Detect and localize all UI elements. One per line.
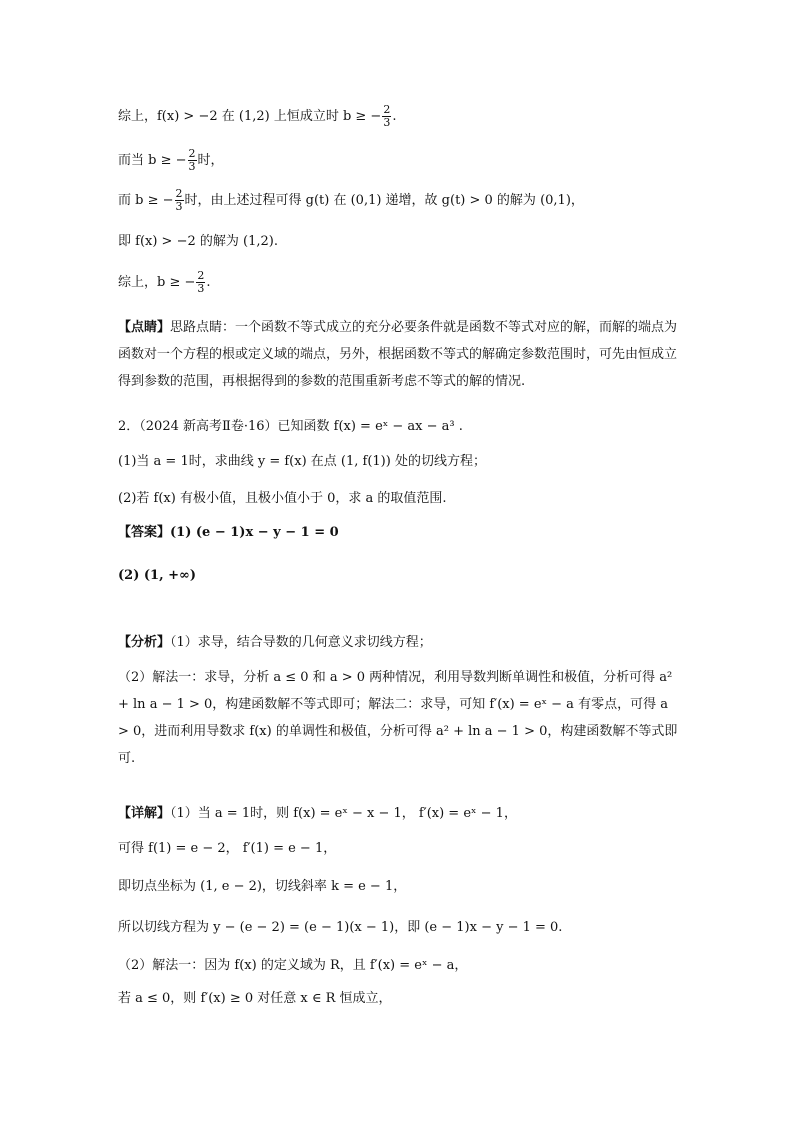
- fraction-denominator: 3: [175, 200, 183, 213]
- conclusion-text: 综上，f(x) > −2 在 (1,2) 上恒成立时 b ≥ −: [118, 109, 382, 124]
- detail-line-2: 可得 f(1) = e − 2， f′(1) = e − 1，: [118, 841, 337, 856]
- fraction-numerator: 2: [188, 147, 196, 160]
- dianjing-text: 思路点睛：一个函数不等式成立的充分必要条件就是函数不等式对应的解，而解的端点为函数对一个方程的根或定义域的端点，另外，根据函数不等式的解确定参数范围时，可先由恒成立得到参数的范围，再根据得到的参数的范围重新考虑不等式的解的情况.: [118, 320, 678, 389]
- fraction-two-thirds: [196, 270, 205, 295]
- solution-line-4: 即 f(x) > −2 的解为 (1,2).: [118, 234, 278, 249]
- fraction-two-thirds: [382, 104, 391, 129]
- detail-line-4: 所以切线方程为 y − (e − 2) = (e − 1)(x − 1)，即 (e − 1)x − y − 1 = 0.: [118, 920, 563, 935]
- fraction-denominator: 3: [197, 282, 205, 295]
- analysis-paragraph-2: （2）解法一：求导，分析 a ≤ 0 和 a > 0 两种情况，利用导数判断单调性和极值，分析可得 a² + ln a − 1 > 0，构建函数解不等式即可；解法二：求导，可知 f′(x) = eˣ − a 有零点，可得 a > 0，进而利用导数求 f(x) 的单调性和极值，分析可得 a² + ln a − 1 > 0，构建函数解不等式即可.: [118, 670, 678, 766]
- analysis-line-1: [118, 632, 432, 654]
- condition-text-a: 而当 b ≥ −: [118, 153, 187, 168]
- condition-text-b: 时，: [197, 153, 224, 168]
- fraction-denominator: 3: [383, 116, 391, 129]
- period: .: [392, 109, 397, 124]
- detail-line-6: 若 a ≤ 0，则 f′(x) ≥ 0 对任意 x ∈ R 恒成立，: [118, 991, 392, 1006]
- fraction-denominator: 3: [188, 160, 196, 173]
- detail-text-1: （1）当 a = 1时，则 f(x) = eˣ − x − 1， f′(x) = eˣ − 1，: [170, 806, 517, 821]
- question-2-part-1: (1)当 a = 1时，求曲线 y = f(x) 在点 (1, f(1)) 处的切线方程；: [118, 454, 486, 469]
- question-2-title: 2．（2024 新高考Ⅱ卷·16）已知函数 f(x) = eˣ − ax − a³ .: [118, 419, 463, 434]
- fraction-numerator: 2: [197, 269, 205, 282]
- condition-text-a: 而 b ≥ −: [118, 193, 174, 208]
- question-2-part-2: (2)若 f(x) 有极小值，且极小值小于 0，求 a 的取值范围.: [118, 491, 447, 506]
- answer-part-1: (1) (e − 1)x − y − 1 = 0: [170, 525, 339, 540]
- fraction-numerator: 2: [175, 187, 183, 200]
- dianjing-label: 【点睛】: [118, 320, 171, 335]
- fraction-numerator: 2: [383, 103, 391, 116]
- answer-line-1: [118, 522, 339, 544]
- answer-line-2: (2) (1, +∞): [118, 568, 196, 583]
- conclusion-line-5: [118, 270, 211, 295]
- conclusion-text-a: 综上，b ≥ −: [118, 275, 196, 290]
- detail-line-3: 即切点坐标为 (1, e − 2)，切线斜率 k = e − 1，: [118, 879, 407, 894]
- answer-label: 【答案】: [118, 525, 171, 540]
- analysis-label: 【分析】: [118, 635, 171, 650]
- condition-line-2: [118, 148, 224, 173]
- detail-label: 【详解】: [118, 806, 171, 821]
- period: .: [206, 275, 211, 290]
- detail-line-1: [118, 803, 517, 825]
- analysis-text-1: （1）求导，结合导数的几何意义求切线方程；: [170, 635, 432, 650]
- conclusion-line-1: [118, 104, 396, 129]
- condition-line-3: [118, 188, 584, 213]
- dianjing-paragraph: [118, 314, 678, 395]
- fraction-two-thirds: [188, 148, 197, 173]
- condition-text-b: 时，由上述过程可得 g(t) 在 (0,1) 递增，故 g(t) > 0 的解为 (0,1)，: [184, 193, 584, 208]
- detail-line-5: （2）解法一：因为 f(x) 的定义域为 R，且 f′(x) = eˣ − a，: [118, 958, 468, 973]
- fraction-two-thirds: [175, 188, 184, 213]
